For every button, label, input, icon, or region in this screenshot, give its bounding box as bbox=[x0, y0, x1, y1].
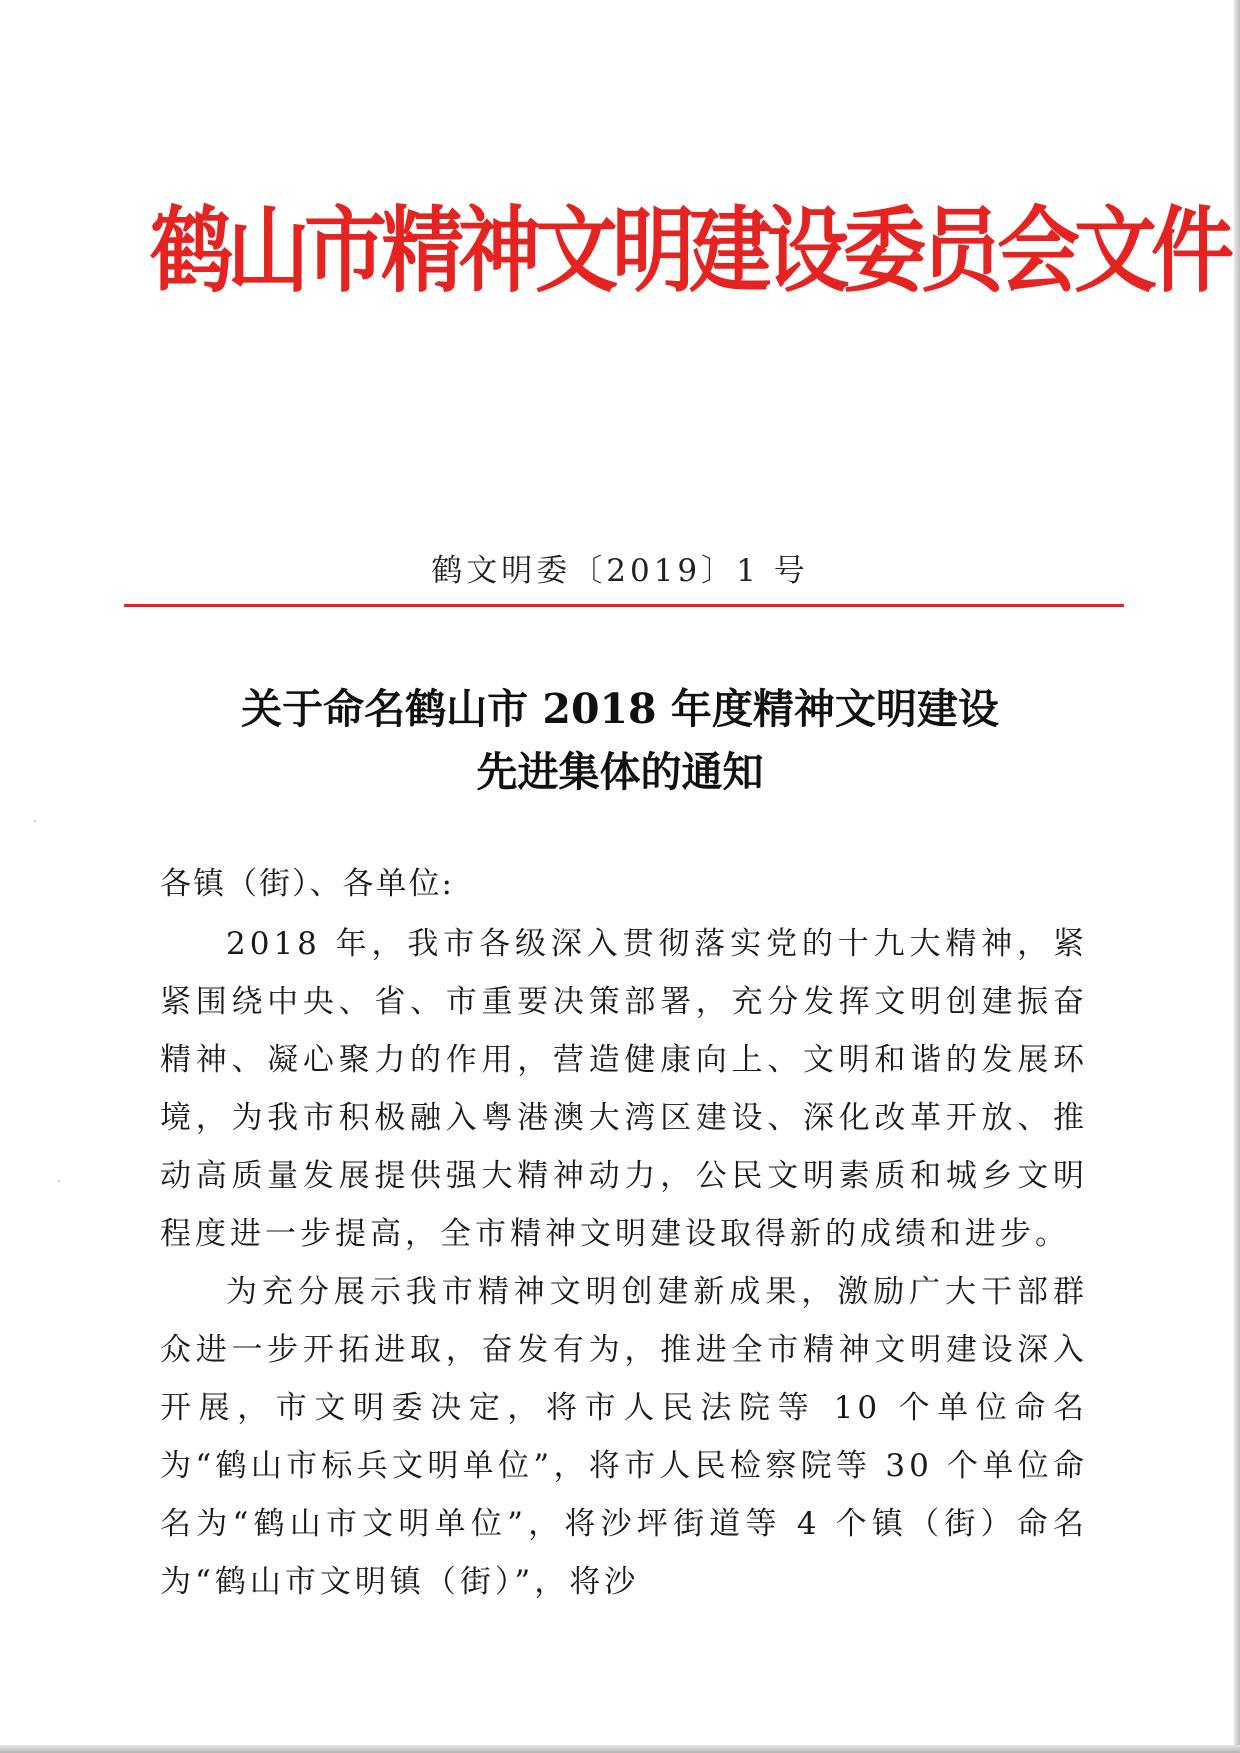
notice-title bbox=[0, 678, 1240, 804]
document-number: 鹤文明委〔2019〕1 号 bbox=[431, 553, 809, 589]
page-edge-shadow bbox=[1234, 0, 1240, 1753]
notice-title-line-2: 先进集体的通知 bbox=[476, 748, 764, 796]
scan-speck bbox=[34, 820, 36, 822]
scan-speck bbox=[58, 1180, 60, 1182]
body-text bbox=[160, 915, 1088, 1611]
letterhead-title: 鹤山市精神文明建设委员会文件 bbox=[150, 196, 1228, 306]
body-paragraph-1: 2018 年，我市各级深入贯彻落实党的十九大精神，紧紧围绕中央、省、市重要决策部署，充分发挥文明创建振奋精神、凝心聚力的作用，营造健康向上、文明和谐的发展环境，为我市积极融入粤港澳大湾区建设、深化改革开放、推动高质量发展提供强大精神动力，公民文明素质和城乡文明程度进一步提高，全市精神文明建设取得新的成绩和进步。 bbox=[160, 926, 1088, 1252]
notice-title-line-1: 关于命名鹤山市 2018 年度精神文明建设 bbox=[241, 685, 999, 733]
body-paragraph-2: 为充分展示我市精神文明创建新成果，激励广大干部群众进一步开拓进取，奋发有为，推进全市精神文明建设深入开展，市文明委决定，将市人民法院等 10 个单位命名为“鹤山市标兵文明单位”，将市人民检察院等 30 个单位命名为“鹤山市文明单位”，将沙坪街道等 4 个镇（街）命名为“鹤山市文明镇（街）”，将沙 bbox=[160, 1274, 1088, 1600]
salutation: 各镇（街）、各单位: bbox=[160, 866, 454, 902]
page-bottom-shadow bbox=[0, 1745, 1240, 1753]
letterhead-divider bbox=[124, 604, 1124, 607]
